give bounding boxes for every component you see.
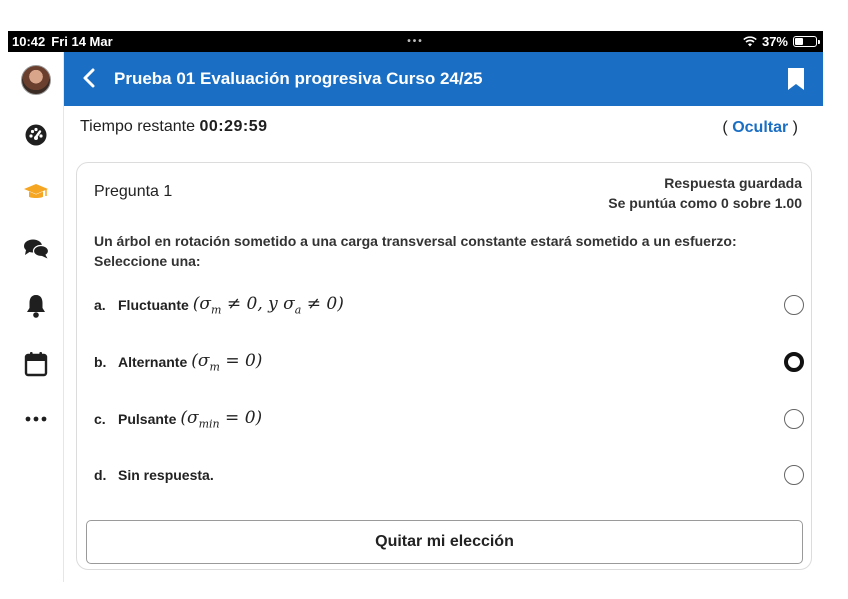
option-label: Alternante <box>118 354 188 370</box>
option-letter: d. <box>94 467 107 483</box>
status-time: 10:42 <box>12 34 46 49</box>
status-bar <box>8 31 823 52</box>
sidebar-item-dashboard[interactable] <box>8 115 64 155</box>
formula-part: (σ <box>192 293 212 314</box>
calendar-icon <box>24 351 48 377</box>
formula-subscript: m <box>209 360 220 374</box>
clear-choice-button[interactable]: Quitar mi elección <box>86 520 803 564</box>
question-score: Se puntúa como 0 sobre 1.00 <box>608 195 802 211</box>
formula-part: (σ <box>191 350 210 371</box>
formula-part: ≠ 0, y σ <box>221 293 295 314</box>
question-text-block <box>94 231 794 271</box>
option-letter: c. <box>94 411 106 427</box>
more-icon <box>24 415 48 423</box>
app-header <box>64 52 823 106</box>
formula-subscript: m <box>211 303 222 317</box>
formula-subscript: min <box>198 417 220 431</box>
time-remaining <box>80 118 268 136</box>
question-number: Pregunta 1 <box>94 183 173 200</box>
hide-timer-link[interactable]: Ocultar <box>732 119 789 136</box>
sidebar-item-profile[interactable] <box>8 60 64 100</box>
hide-timer <box>722 119 798 137</box>
chevron-left-icon <box>82 68 96 88</box>
graduation-cap-icon <box>23 181 49 203</box>
sidebar-item-calendar[interactable] <box>8 344 64 384</box>
option-letter: b. <box>94 354 107 370</box>
option-radio-d[interactable] <box>784 465 804 485</box>
hide-open-paren: ( <box>722 119 733 136</box>
question-text: Un árbol en rotación sometido a una carga transversal constante estará sometido a un esfuerzo: <box>94 233 737 249</box>
hide-close-paren: ) <box>788 119 798 136</box>
battery-percent: 37% <box>761 34 788 49</box>
formula-part: = 0) <box>219 407 263 428</box>
battery-icon <box>793 36 817 47</box>
battery-fill <box>795 38 803 45</box>
formula-part: = 0) <box>219 350 263 371</box>
multitasking-dots-icon[interactable]: ••• <box>407 36 424 47</box>
answer-option-c[interactable] <box>94 404 804 434</box>
dashboard-icon <box>24 123 48 147</box>
option-formula <box>191 351 262 373</box>
time-remaining-value: 00:29:59 <box>199 118 268 135</box>
option-label: Pulsante <box>118 411 177 427</box>
formula-subscript: a <box>294 303 302 317</box>
question-info <box>608 173 802 213</box>
answer-option-d[interactable] <box>94 460 804 490</box>
question-status: Respuesta guardada <box>664 175 802 191</box>
back-button[interactable] <box>64 64 114 95</box>
avatar <box>21 65 51 95</box>
status-date: Fri 14 Mar <box>51 34 113 49</box>
sidebar-item-more[interactable] <box>8 399 64 439</box>
page-title: Prueba 01 Evaluación progresiva Curso 24/25 <box>114 69 483 88</box>
option-letter: a. <box>94 297 106 313</box>
formula-part: ≠ 0) <box>301 293 344 314</box>
status-right <box>743 34 817 49</box>
option-radio-a[interactable] <box>784 295 804 315</box>
sidebar <box>8 52 64 582</box>
option-formula <box>180 408 262 430</box>
option-formula <box>193 294 344 316</box>
answer-option-b[interactable] <box>94 347 804 377</box>
option-radio-c[interactable] <box>784 409 804 429</box>
option-label: Sin respuesta. <box>118 467 214 483</box>
sidebar-item-notifications[interactable] <box>8 286 64 326</box>
sidebar-item-courses[interactable] <box>8 172 64 212</box>
wifi-icon <box>743 36 757 47</box>
formula-part: (σ <box>180 407 199 428</box>
time-remaining-label: Tiempo restante <box>80 118 196 135</box>
option-label: Fluctuante <box>118 297 189 313</box>
question-prompt: Seleccione una: <box>94 253 201 269</box>
bookmark-icon[interactable] <box>787 67 805 91</box>
sidebar-item-messages[interactable] <box>8 229 64 269</box>
chat-icon <box>23 238 49 260</box>
bell-icon <box>25 293 47 319</box>
answer-option-a[interactable] <box>94 290 804 320</box>
option-radio-b[interactable] <box>784 352 804 372</box>
question-card <box>76 162 812 570</box>
